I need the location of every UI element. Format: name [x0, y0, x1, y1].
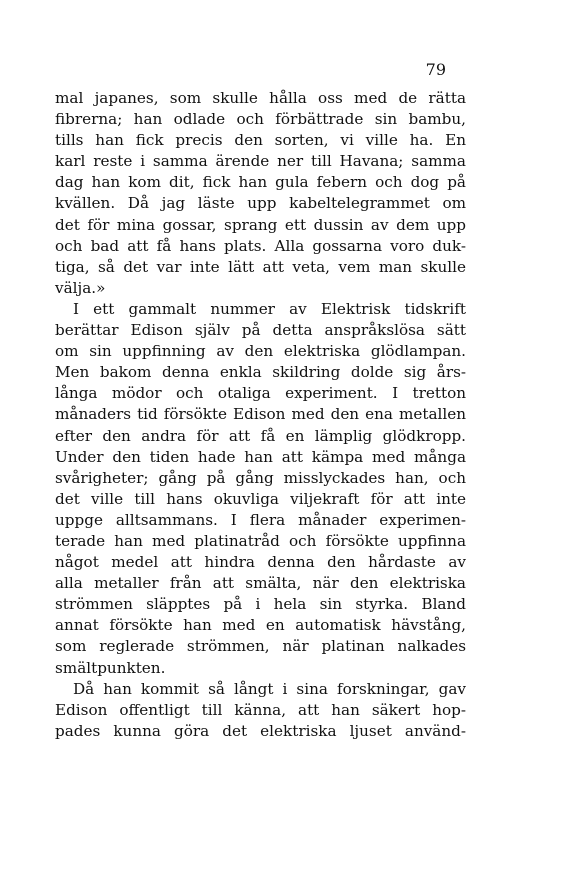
text-line: något medel att hindra denna den hårdaste av — [55, 553, 466, 572]
text-line: strömmen släpptes på i hela sin styrka. Bland — [55, 595, 466, 614]
text-line: tills han fick precis den sorten, vi ville ha. En — [55, 131, 466, 150]
text-line: om sin uppfinning av den elektriska glödlampan. — [55, 342, 466, 361]
page-number: 79 — [425, 60, 446, 79]
text-line: månaders tid försökte Edison med den ena metallen — [55, 405, 466, 424]
text-line: Men bakom denna enkla skildring dolde sig års- — [55, 363, 466, 382]
text-line: I ett gammalt nummer av Elektrisk tidskrift — [73, 299, 466, 318]
text-line: Edison offentligt till känna, att han säkert hop- — [55, 700, 466, 719]
text-line: alla metaller från att smälta, när den elektriska — [55, 574, 466, 593]
text-line: det ville till hans okuvliga viljekraft för att inte — [55, 489, 466, 508]
text-line: uppge alltsammans. I flera månader experimen- — [55, 510, 466, 529]
text-line: terade han med platinatråd och försökte uppfinna — [55, 531, 466, 550]
text-line: karl reste i samma ärende ner till Havana; samma — [55, 152, 466, 171]
text-line: det för mina gossar, sprang ett dussin av dem upp — [55, 215, 466, 234]
text-line: långa mödor och otaliga experiment. I tretton — [55, 384, 466, 403]
text-line: svårigheter; gång på gång misslyckades han, och — [55, 468, 466, 487]
text-line: och bad att få hans plats. Alla gossarna voro duk- — [55, 236, 466, 255]
text-line: pades kunna göra det elektriska ljuset använd- — [55, 721, 466, 740]
text-line: dag han kom dit, fick han gula febern och dog på — [55, 173, 466, 192]
body-text — [55, 88, 466, 742]
text-line: som reglerade strömmen, när platinan nalkades — [55, 637, 466, 656]
text-line: Då han kommit så långt i sina forskningar, gav — [73, 679, 466, 698]
text-line: fibrerna; han odlade och förbättrade sin bambu, — [55, 110, 466, 129]
text-line: Under den tiden hade han att kämpa med många — [55, 447, 466, 466]
text-line: annat försökte han med en automatisk hävstång, — [55, 616, 466, 635]
text-line: välja.» — [55, 278, 106, 297]
text-line: tiga, så det var inte lätt att veta, vem man skulle — [55, 257, 466, 276]
text-line: mal japanes, som skulle hålla oss med de rätta — [55, 89, 466, 107]
text-line: smältpunkten. — [55, 658, 166, 677]
text-line: efter den andra för att få en lämplig glödkropp. — [55, 426, 466, 445]
text-line: berättar Edison själv på detta anspråkslösa sätt — [55, 321, 466, 340]
text-line: kvällen. Då jag läste upp kabeltelegrammet om — [55, 194, 466, 213]
